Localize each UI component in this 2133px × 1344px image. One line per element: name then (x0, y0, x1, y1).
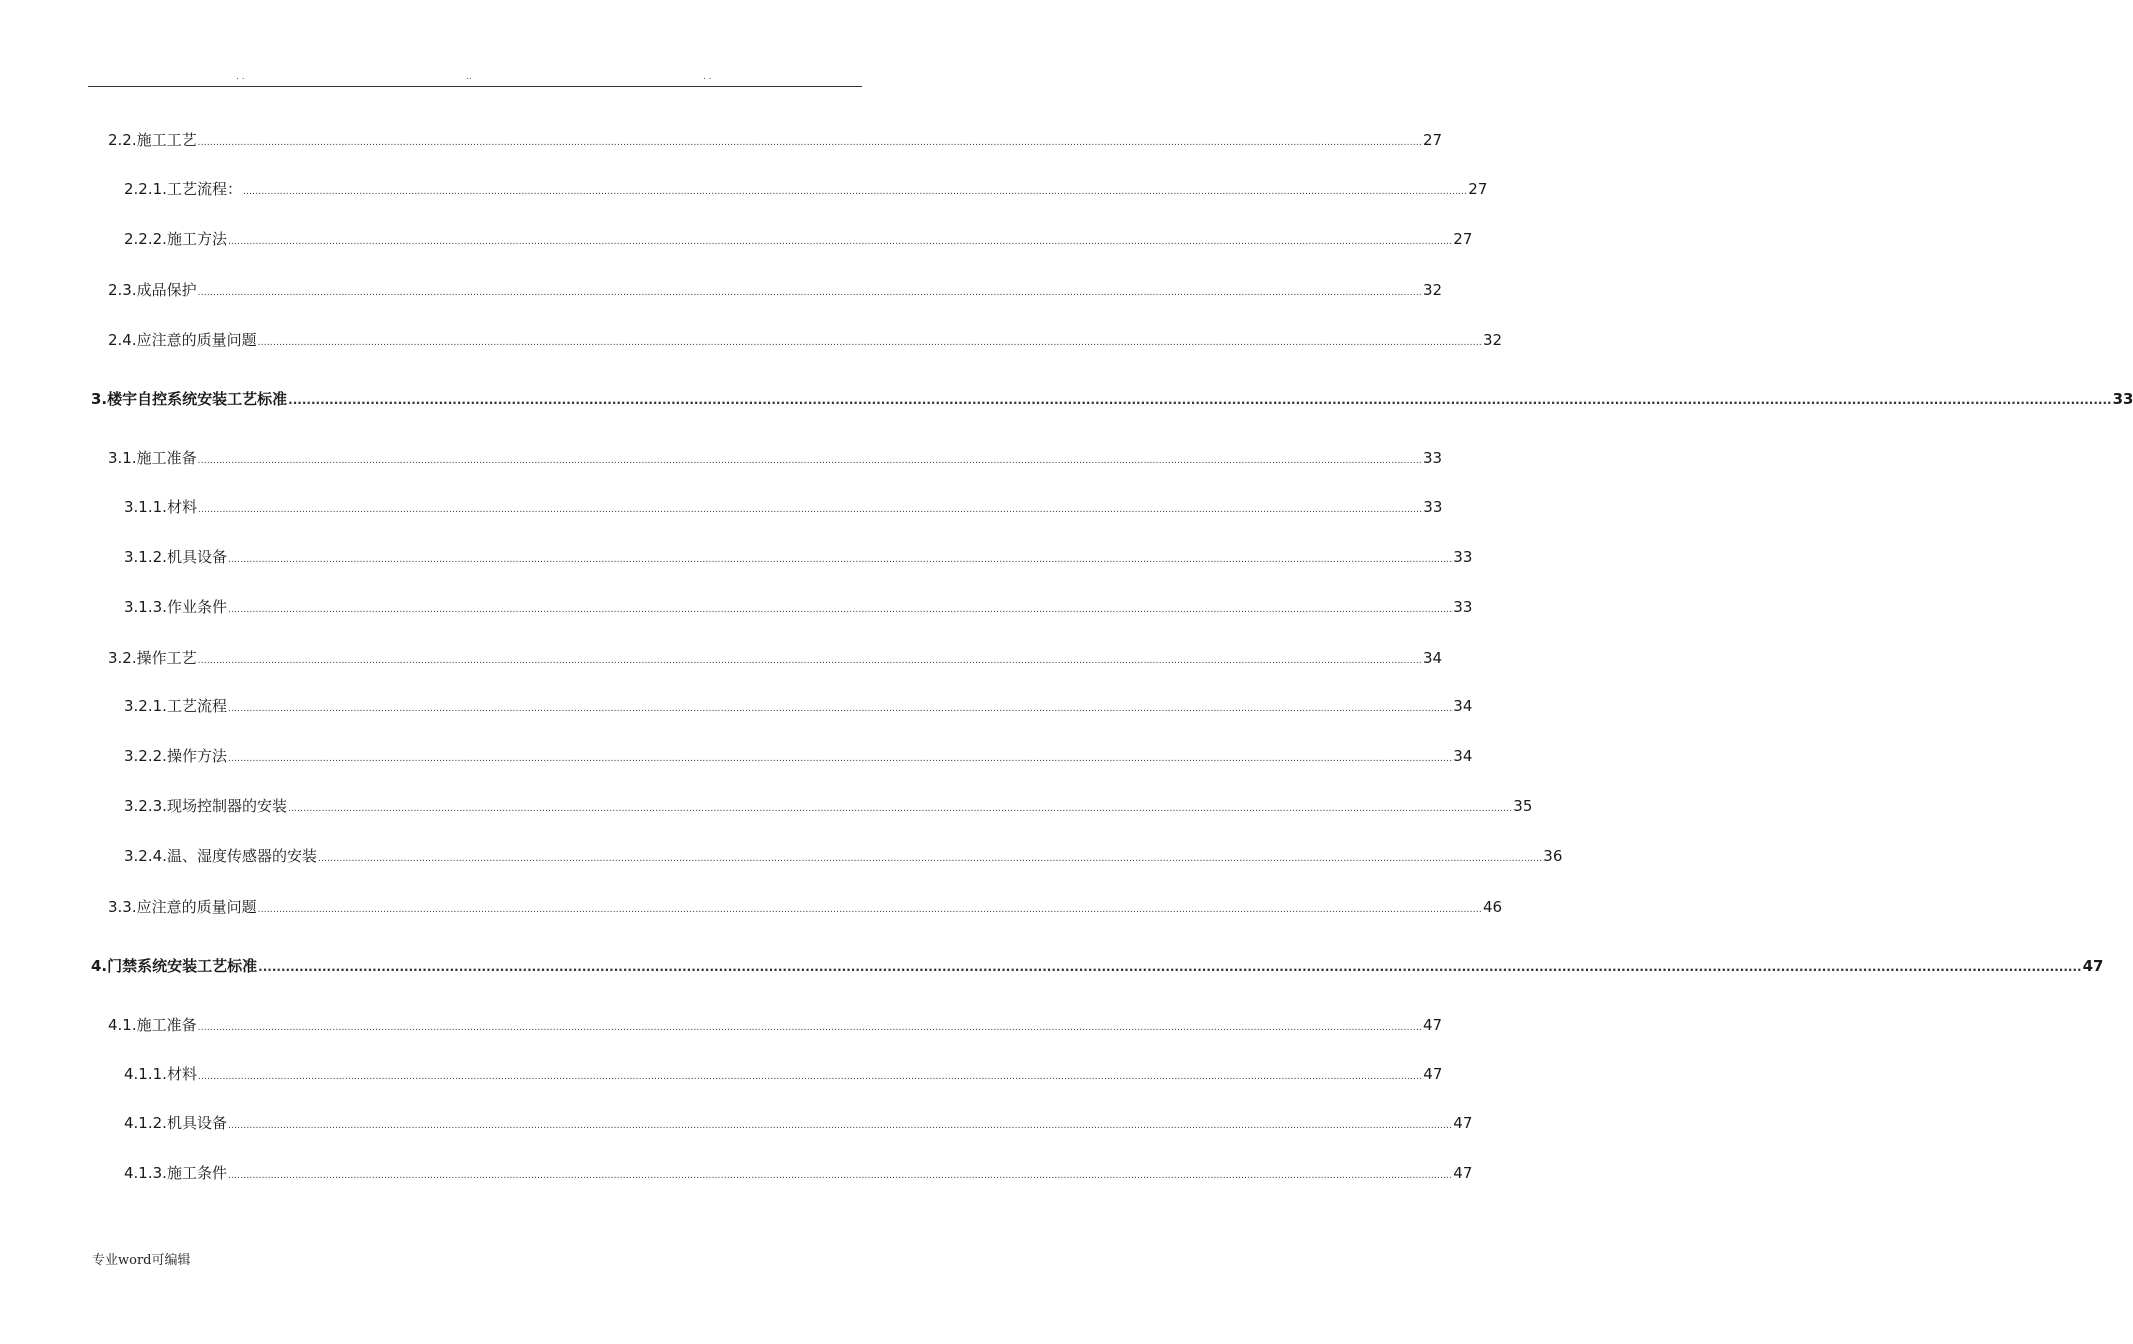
toc-title: 作业条件 (166, 598, 227, 616)
toc-number: 2.2.2. (124, 230, 167, 248)
toc-leader: ................................................................................................................................................................................................................................................................................................................................................................................................................ (197, 1023, 1422, 1033)
toc-number: 4.1. (108, 1016, 137, 1034)
toc-entry-4-1[interactable] (108, 1014, 1443, 1035)
toc-number: 2.2.1. (124, 180, 167, 198)
header-mark-center: .. (466, 72, 472, 82)
toc-page-number: 47 (1423, 1065, 1443, 1083)
toc-page-number: 47 (1422, 1016, 1443, 1034)
toc-leader: ................................................................................................................................................................................................................................................................................................................................................................................................................ (287, 804, 1513, 814)
toc-page-number: 34 (1453, 747, 1473, 765)
toc-entry-3-2[interactable] (108, 647, 1443, 668)
toc-leader: ................................................................................................................................................................................................................................................................................................................................................................................................................ (227, 1121, 1453, 1131)
header-rule (88, 86, 862, 87)
toc-entry-2-2-2[interactable] (124, 228, 1473, 249)
toc-entry-3-3[interactable] (108, 896, 1503, 917)
toc-entry-2-2-1[interactable] (124, 178, 1488, 199)
toc-leader: ................................................................................................................................................................................................................................................................................................................................................................................................................ (288, 393, 2112, 407)
toc-number: 4.1.1. (124, 1065, 167, 1083)
toc-entry-2-2[interactable] (108, 129, 1443, 150)
toc-number: 4.1.2. (124, 1114, 167, 1132)
toc-title: 温、湿度传感器的安装 (166, 847, 317, 865)
toc-title: 工艺流程： (166, 180, 242, 198)
toc-leader: ................................................................................................................................................................................................................................................................................................................................................................................................................ (227, 704, 1453, 714)
toc-number: 3.2.3. (124, 797, 167, 815)
toc-number: 4. (91, 957, 108, 975)
toc-title: 工艺流程 (166, 697, 227, 715)
toc-leader: ................................................................................................................................................................................................................................................................................................................................................................................................................ (227, 754, 1453, 764)
toc-title: 材料 (166, 498, 197, 516)
toc-entry-2-4[interactable] (108, 329, 1503, 350)
toc-title: 现场控制器的安装 (166, 797, 287, 815)
toc-number: 3.1. (108, 449, 137, 467)
toc-page-number: 33 (1453, 598, 1473, 616)
toc-entry-3-1[interactable] (108, 447, 1443, 468)
toc-number: 2.3. (108, 281, 137, 299)
toc-title: 门禁系统安装工艺标准 (107, 957, 258, 975)
toc-entry-3-2-1[interactable] (124, 695, 1473, 716)
header-mark-right: . . (703, 72, 712, 82)
toc-entry-4[interactable] (91, 955, 2104, 976)
toc-entry-3-1-2[interactable] (124, 546, 1473, 567)
toc-number: 3.1.2. (124, 548, 167, 566)
toc-title: 应注意的质量问题 (136, 331, 257, 349)
toc-leader: ................................................................................................................................................................................................................................................................................................................................................................................................................ (197, 138, 1422, 148)
toc-title: 楼宇自控系统安装工艺标准 (107, 390, 288, 408)
toc-entry-4-1-2[interactable] (124, 1112, 1473, 1133)
toc-page-number: 34 (1422, 649, 1443, 667)
toc-leader: ................................................................................................................................................................................................................................................................................................................................................................................................................ (227, 605, 1453, 615)
toc-title: 机具设备 (166, 1114, 227, 1132)
toc-number: 3.2.4. (124, 847, 167, 865)
toc-page-number: 36 (1543, 847, 1563, 865)
toc-title: 应注意的质量问题 (136, 898, 257, 916)
toc-title: 施工工艺 (136, 131, 197, 149)
toc-number: 4.1.3. (124, 1164, 167, 1182)
toc-page-number: 27 (1468, 180, 1488, 198)
toc-leader: ................................................................................................................................................................................................................................................................................................................................................................................................................ (257, 905, 1482, 915)
toc-page-number: 33 (1422, 449, 1443, 467)
toc-leader: ................................................................................................................................................................................................................................................................................................................................................................................................................ (227, 1171, 1453, 1181)
toc-entry-2-3[interactable] (108, 279, 1443, 300)
toc-entry-3-2-3[interactable] (124, 795, 1533, 816)
toc-title: 操作工艺 (136, 649, 197, 667)
toc-page-number: 35 (1513, 797, 1533, 815)
toc-entry-4-1-3[interactable] (124, 1162, 1473, 1183)
toc-leader: ................................................................................................................................................................................................................................................................................................................................................................................................................ (227, 237, 1453, 247)
toc-number: 3.2.1. (124, 697, 167, 715)
toc-entry-3-1-1[interactable] (124, 496, 1443, 517)
toc-page-number: 27 (1453, 230, 1473, 248)
toc-number: 3.2. (108, 649, 137, 667)
toc-leader: ................................................................................................................................................................................................................................................................................................................................................................................................................ (317, 854, 1543, 864)
toc-title: 材料 (166, 1065, 197, 1083)
toc-page-number: 33 (1423, 498, 1443, 516)
toc-page-number: 47 (1453, 1114, 1473, 1132)
toc-leader: ................................................................................................................................................................................................................................................................................................................................................................................................................ (197, 456, 1422, 466)
footer-text: 专业word可编辑 (92, 1253, 191, 1268)
toc-page-number: 47 (1453, 1164, 1473, 1182)
toc-leader: ................................................................................................................................................................................................................................................................................................................................................................................................................ (197, 505, 1423, 515)
toc-leader: ................................................................................................................................................................................................................................................................................................................................................................................................................ (227, 555, 1453, 565)
toc-number: 3.1.3. (124, 598, 167, 616)
toc-page-number: 32 (1482, 331, 1503, 349)
toc-number: 3.3. (108, 898, 137, 916)
toc-number: 3.1.1. (124, 498, 167, 516)
toc-entry-4-1-1[interactable] (124, 1063, 1443, 1084)
toc-leader: ................................................................................................................................................................................................................................................................................................................................................................................................................ (258, 960, 2082, 974)
toc-leader: ................................................................................................................................................................................................................................................................................................................................................................................................................ (197, 1072, 1423, 1082)
header-mark-left: . . (236, 72, 245, 82)
toc-page-number: 47 (2082, 957, 2104, 975)
toc-entry-3-2-2[interactable] (124, 745, 1473, 766)
toc-title: 成品保护 (136, 281, 197, 299)
toc-leader: ................................................................................................................................................................................................................................................................................................................................................................................................................ (197, 288, 1422, 298)
toc-leader: ................................................................................................................................................................................................................................................................................................................................................................................................................ (257, 338, 1482, 348)
toc-page-number: 33 (1453, 548, 1473, 566)
toc-entry-3[interactable] (91, 388, 2133, 409)
toc-page-number: 46 (1482, 898, 1503, 916)
toc-page-number: 33 (2112, 390, 2133, 408)
toc-number: 2.4. (108, 331, 137, 349)
toc-title: 施工准备 (136, 1016, 197, 1034)
toc-number: 3.2.2. (124, 747, 167, 765)
toc-title: 施工条件 (166, 1164, 227, 1182)
toc-title: 操作方法 (166, 747, 227, 765)
toc-page-number: 27 (1422, 131, 1443, 149)
toc-title: 施工准备 (136, 449, 197, 467)
toc-title: 施工方法 (166, 230, 227, 248)
toc-number: 3. (91, 390, 108, 408)
toc-leader: ................................................................................................................................................................................................................................................................................................................................................................................................................ (197, 656, 1422, 666)
toc-title: 机具设备 (166, 548, 227, 566)
toc-entry-3-1-3[interactable] (124, 596, 1473, 617)
toc-page-number: 34 (1453, 697, 1473, 715)
toc-entry-3-2-4[interactable] (124, 845, 1563, 866)
toc-number: 2.2. (108, 131, 137, 149)
toc-page-number: 32 (1422, 281, 1443, 299)
toc-leader: ................................................................................................................................................................................................................................................................................................................................................................................................................ (242, 187, 1468, 197)
